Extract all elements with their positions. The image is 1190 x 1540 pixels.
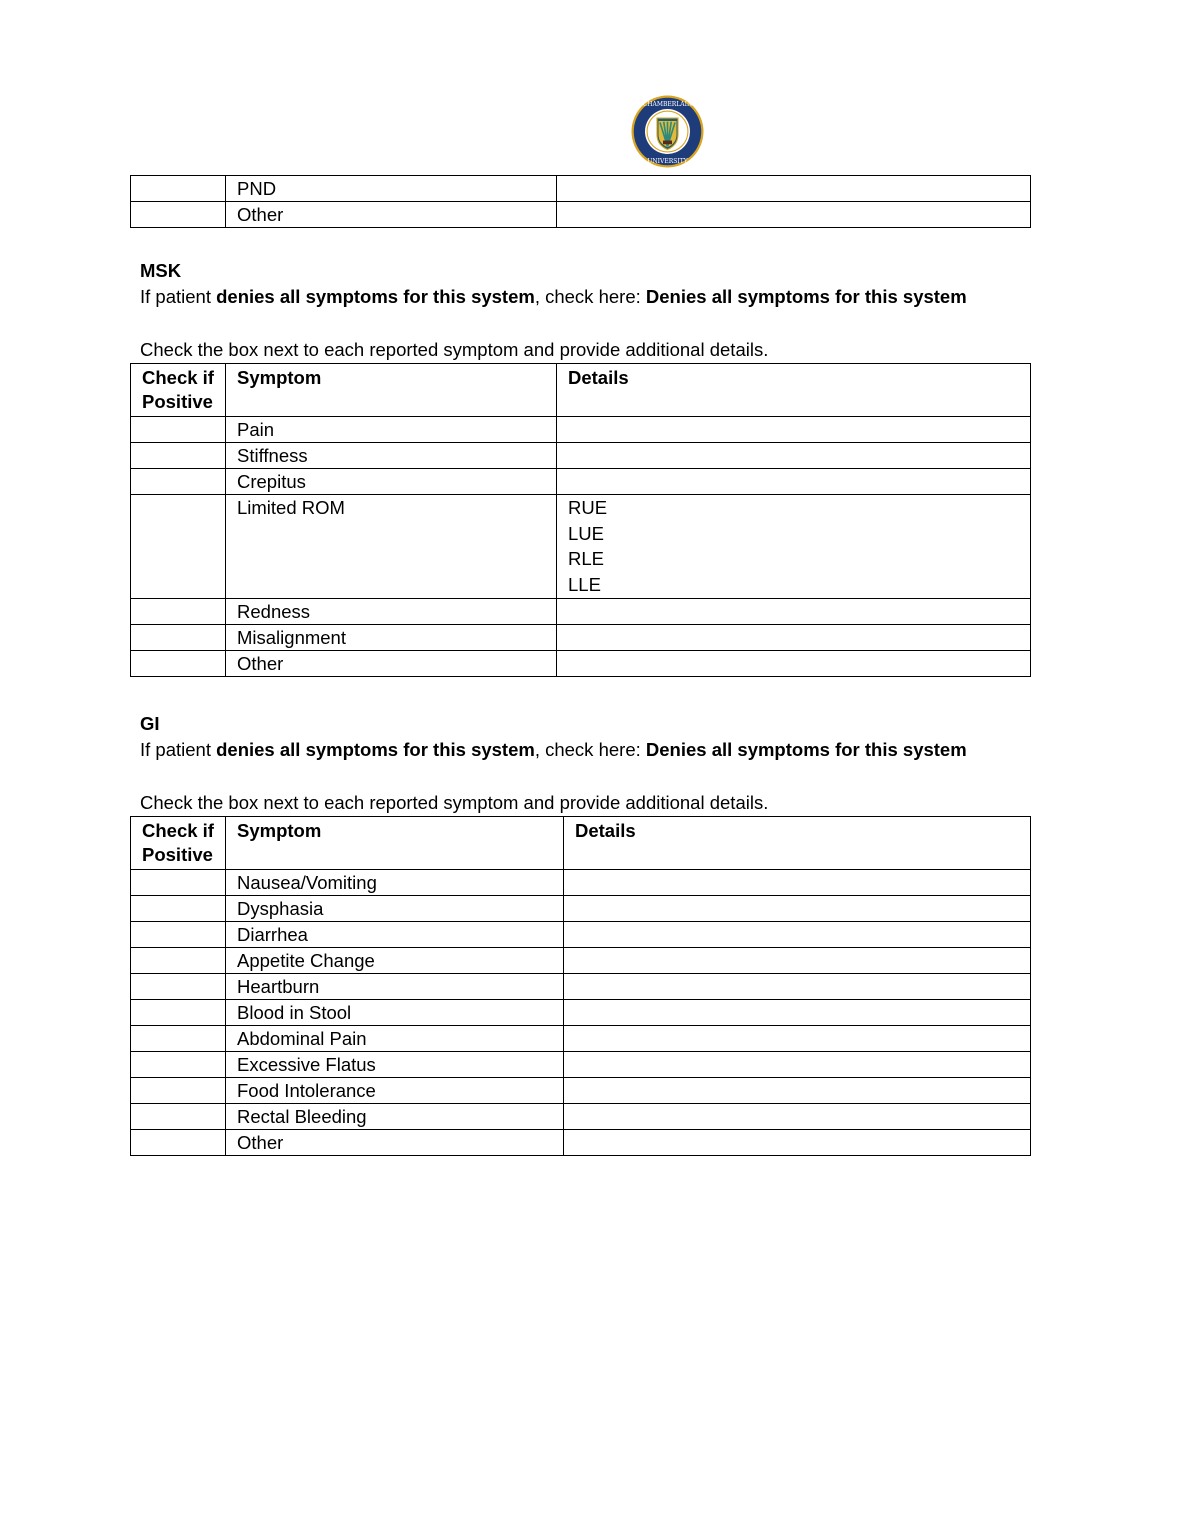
details-cell[interactable] [557, 202, 1031, 228]
details-cell[interactable] [564, 1000, 1031, 1026]
symptom-cell: Rectal Bleeding [226, 1104, 564, 1130]
check-cell[interactable] [131, 598, 226, 624]
msk-instructions: Check the box next to each reported symptom and provide additional details. [140, 339, 769, 360]
details-cell[interactable] [557, 624, 1031, 650]
table-row [131, 495, 1031, 599]
check-cell[interactable] [131, 469, 226, 495]
details-cell[interactable] [564, 896, 1031, 922]
table-row [131, 948, 1031, 974]
details-cell[interactable] [557, 495, 1031, 599]
table-row [131, 974, 1031, 1000]
check-cell[interactable] [131, 1000, 226, 1026]
deny-bold-text: denies all symptoms for this system [216, 286, 535, 307]
table-row [131, 870, 1031, 896]
details-cell[interactable] [557, 176, 1031, 202]
details-cell[interactable] [564, 1104, 1031, 1130]
check-cell[interactable] [131, 443, 226, 469]
header-check-if-positive: Check if Positive [131, 364, 226, 417]
symptom-cell: Abdominal Pain [226, 1026, 564, 1052]
table-row [131, 1078, 1031, 1104]
symptom-cell: Pain [226, 417, 557, 443]
details-cell[interactable] [564, 948, 1031, 974]
check-cell[interactable] [131, 974, 226, 1000]
msk-deny-all-checkbox[interactable]: Denies all symptoms for this system [645, 286, 967, 307]
gi-symptom-table [130, 816, 1031, 1156]
symptom-cell: Heartburn [226, 974, 564, 1000]
header-details: Details [564, 817, 1031, 870]
details-cell[interactable] [564, 974, 1031, 1000]
msk-section-title: MSK [140, 260, 182, 281]
details-cell[interactable] [564, 870, 1031, 896]
check-cell[interactable] [131, 922, 226, 948]
table-header-row [131, 817, 1031, 870]
seal-bottom-text: UNIVERSITY [647, 158, 688, 165]
symptom-cell: Redness [226, 598, 557, 624]
details-cell[interactable] [557, 443, 1031, 469]
msk-symptom-table [130, 363, 1031, 677]
table-row [131, 624, 1031, 650]
header-symptom: Symptom [226, 817, 564, 870]
check-cell[interactable] [131, 1052, 226, 1078]
table-row [131, 650, 1031, 676]
symptom-cell: Crepitus [226, 469, 557, 495]
check-cell[interactable] [131, 495, 226, 599]
header-details: Details [557, 364, 1031, 417]
gi-section-title: GI [140, 713, 160, 734]
details-cell[interactable] [557, 417, 1031, 443]
symptom-cell: Dysphasia [226, 896, 564, 922]
check-cell[interactable] [131, 1078, 226, 1104]
symptom-cell: PND [226, 176, 557, 202]
check-cell[interactable] [131, 896, 226, 922]
check-cell[interactable] [131, 1130, 226, 1156]
deny-prefix: If patient [140, 739, 217, 760]
details-option-rle: RLE [568, 548, 604, 570]
deny-mid-text: , check here: [534, 739, 646, 760]
symptom-cell: Excessive Flatus [226, 1052, 564, 1078]
seal-top-text: CHAMBERLAIN [642, 101, 693, 108]
gi-instructions: Check the box next to each reported symptom and provide additional details. [140, 792, 769, 813]
table-row [131, 1000, 1031, 1026]
table-header-row [131, 364, 1031, 417]
check-cell[interactable] [131, 176, 226, 202]
check-cell[interactable] [131, 202, 226, 228]
table-row [131, 443, 1031, 469]
deny-bold-text: denies all symptoms for this system [216, 739, 535, 760]
table-row [131, 417, 1031, 443]
symptom-cell: Food Intolerance [226, 1078, 564, 1104]
table-row [131, 1104, 1031, 1130]
details-option-lue: LUE [568, 522, 604, 544]
check-cell[interactable] [131, 1026, 226, 1052]
details-cell[interactable] [557, 469, 1031, 495]
symptom-cell: Diarrhea [226, 922, 564, 948]
symptom-cell: Nausea/Vomiting [226, 870, 564, 896]
check-cell[interactable] [131, 650, 226, 676]
check-cell[interactable] [131, 624, 226, 650]
symptom-cell: Other [226, 650, 557, 676]
details-cell[interactable] [557, 650, 1031, 676]
check-cell[interactable] [131, 870, 226, 896]
check-cell[interactable] [131, 417, 226, 443]
table-row [131, 922, 1031, 948]
header-symptom: Symptom [226, 364, 557, 417]
details-cell[interactable] [564, 1052, 1031, 1078]
previous-system-table [130, 175, 1031, 228]
header-check-if-positive: Check if Positive [131, 817, 226, 870]
gi-deny-line [140, 737, 967, 763]
details-cell[interactable] [564, 1078, 1031, 1104]
symptom-cell: Stiffness [226, 443, 557, 469]
table-row [131, 469, 1031, 495]
table-row [131, 896, 1031, 922]
gi-deny-all-checkbox[interactable]: Denies all symptoms for this system [645, 739, 967, 760]
table-row [131, 1052, 1031, 1078]
deny-mid-text: , check here: [534, 286, 646, 307]
details-cell[interactable] [564, 1130, 1031, 1156]
table-row [131, 1130, 1031, 1156]
symptom-cell: Appetite Change [226, 948, 564, 974]
table-row [131, 1026, 1031, 1052]
details-cell[interactable] [564, 922, 1031, 948]
symptom-cell: Misalignment [226, 624, 557, 650]
university-seal-logo [630, 94, 705, 169]
symptom-cell: Limited ROM [226, 495, 557, 599]
table-row [131, 202, 1031, 228]
msk-deny-line [140, 284, 967, 310]
check-cell[interactable] [131, 1104, 226, 1130]
check-cell[interactable] [131, 948, 226, 974]
table-row [131, 598, 1031, 624]
details-cell[interactable] [557, 598, 1031, 624]
details-cell[interactable] [564, 1026, 1031, 1052]
table-row [131, 176, 1031, 202]
symptom-cell: Other [226, 1130, 564, 1156]
symptom-cell: Other [226, 202, 557, 228]
symptom-cell: Blood in Stool [226, 1000, 564, 1026]
details-option-rue: RUE [568, 497, 608, 518]
details-option-lle: LLE [568, 574, 601, 596]
deny-prefix: If patient [140, 286, 217, 307]
